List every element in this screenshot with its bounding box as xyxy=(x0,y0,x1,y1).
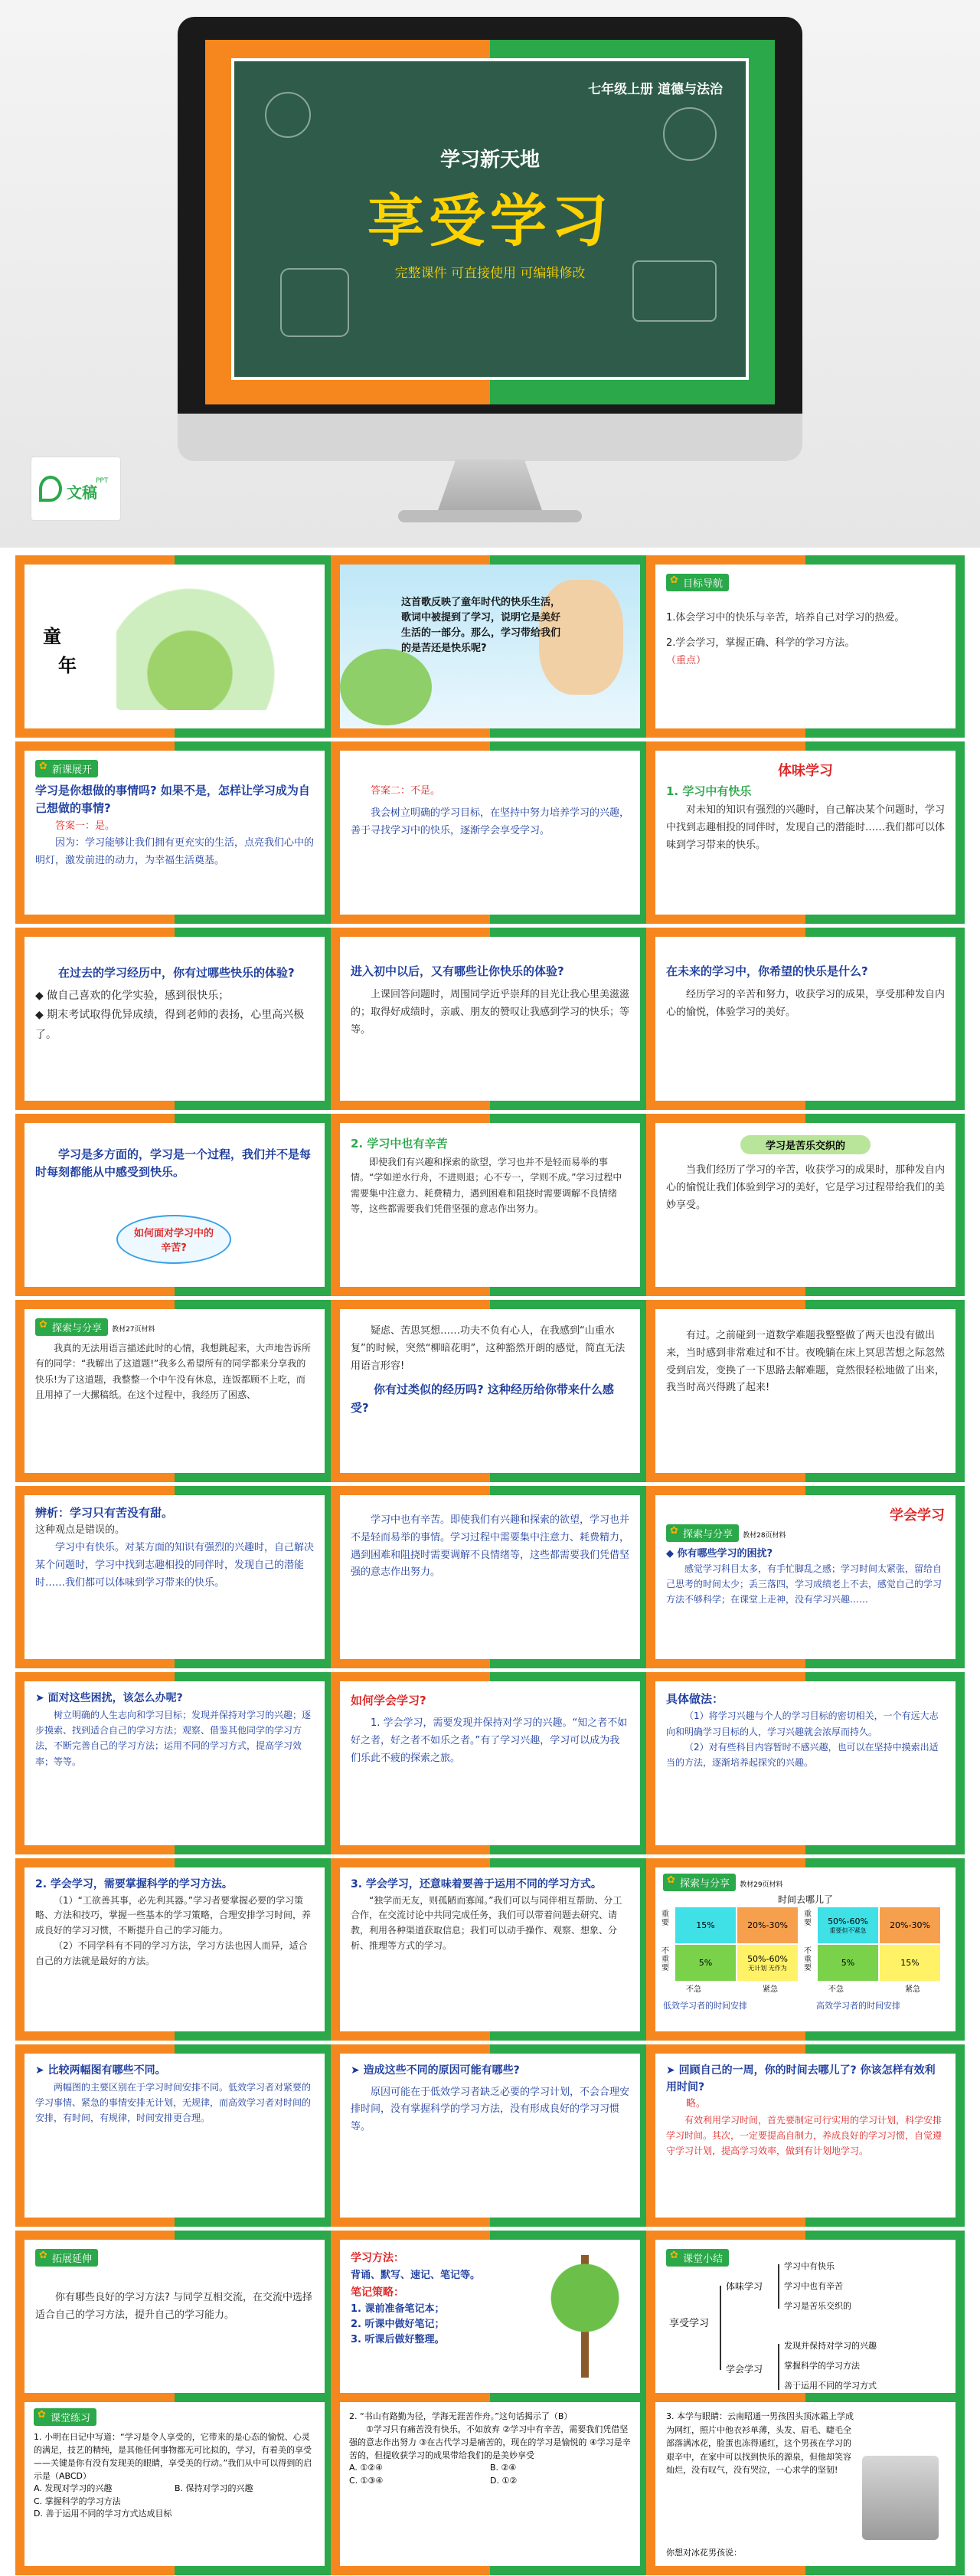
s31-option-a: A. 发现对学习的兴趣 xyxy=(34,2483,113,2494)
slide-thumb-22[interactable] xyxy=(15,1858,334,2041)
s30-bracket-2 xyxy=(778,2344,779,2390)
left-ylabel-bottom: 不重要 xyxy=(662,1947,669,1972)
s4-answer: 答案一：是。 xyxy=(55,820,116,832)
slide-thumb-4[interactable] xyxy=(15,741,334,924)
s29-line-3: 3. 听课后做好整理。 xyxy=(351,2334,445,2346)
s12-text: 当我们经历了学习的辛苦，收获学习的成果时，那种发自内心的愉悦让我们体验到学习的美好，它是学习过程带给我们的美妙享受。 xyxy=(666,1164,946,1211)
right-xlabel-left: 不急 xyxy=(828,1985,844,1994)
s30-branch-1: 体味学习 xyxy=(726,2281,763,2292)
chalkboard xyxy=(231,58,749,380)
s29-line-2: 2. 听课中做好笔记； xyxy=(351,2319,445,2331)
s11-text: 即使我们有兴趣和探索的欲望，学习也并不是轻而易举的事情。“学如逆水行舟，不进则退；心不专一，学则不成。”学习过程中需要集中注意力、耗费精力，遇到困难和阻挠时需要调解不良情绪等，这些都需要我们凭借坚强的意志作出努力。 xyxy=(351,1157,622,1215)
s33-question: 你想对冰花男孩说： xyxy=(666,2548,742,2558)
childhood-label-1: 童 xyxy=(43,626,61,647)
song-text: 这首歌反映了童年时代的快乐生活，歌词中被提到了学习，说明它是美好生活的一部分。那么，学习带给我们的是苦还是快乐呢? xyxy=(401,597,561,655)
s22-point-2: （2）不同学科有不同的学习方法，学习方法也因人而异，适合自己的方法就是最好的方法。 xyxy=(35,1940,308,1966)
logo-text: 文稿 xyxy=(67,483,97,502)
s6-section: 体味学习 xyxy=(778,763,833,779)
s31-header: ✿ 课堂练习 xyxy=(34,2408,96,2426)
s14-question: 你有过类似的经历吗? 这种经历给你带来什么感受? xyxy=(351,1383,614,1415)
s21-point-1: （1）将学习兴趣与个人的学习目标的密切相关，一个有远大志向和明确学习目标的人，学习兴趣就会浓厚而持久。 xyxy=(666,1710,939,1737)
slide-thumb-9[interactable] xyxy=(646,928,965,1110)
left-matrix xyxy=(675,1907,798,1981)
monitor-stand xyxy=(436,460,544,515)
s13-text: 我真的无法用语言描述此时的心情，我想跳起来，大声地告诉所有的同学：“我解出了这道题!”我多么希望所有的同学都来分享我的快乐!为了这道题，我整整一个中午没有休息，连饭都顾不上吃，而且用掉了一大摞稿纸。在这个过程中，我经历了困惑、 xyxy=(35,1343,312,1401)
s11-subtitle: 2. 学习中也有辛苦 xyxy=(351,1137,448,1151)
s10-text: 学习是多方面的，学习是一个过程，我们并不是每时每刻都能从中感受到快乐。 xyxy=(35,1147,312,1180)
s22-question: 2. 学会学习，需要掌握科学的学习方法。 xyxy=(35,1878,233,1890)
s27-question: 回顾自己的一周，你的时间去哪儿了? 你该怎样有效利用时间? xyxy=(666,2064,936,2093)
s5-text: 我会树立明确的学习目标，在坚持中努力培养学习的兴趣，善于寻找学习中的快乐，逐渐学会享受学习。 xyxy=(351,807,630,836)
s22-point-1: （1）“工欲善其事，必先利其器。”学习者要掌握必要的学习策略、方法和技巧，掌握一些基本的学习策略，合理安排学习时间，养成良好的学习习惯，不断提升自己的学习能力。 xyxy=(35,1894,312,1936)
slide-thumb-33[interactable] xyxy=(646,2393,965,2575)
slide-thumb-5[interactable] xyxy=(331,741,649,924)
s18-header: ✿ 探索与分享 xyxy=(666,1524,739,1542)
s19-question: 面对这些困扰，该怎么办呢? xyxy=(47,1692,183,1704)
s29-value-1: 背诵、默写、速记、笔记等。 xyxy=(351,2269,481,2281)
s16-text: 学习中有快乐。对某方面的知识有强烈的兴趣时，自己解决某个问题时，学习中找到志趣相投的同伴时，发现自己的潜能时……我们都可以体味到学习带来的快乐。 xyxy=(35,1542,315,1589)
s27-text: 有效利用学习时间，首先要制定可行实用的学习计划，科学安排学习时间。其次，一定要提高自制力，养成良好的学习习惯，自觉遵守学习计划，提高学习效率，做到有计划地学习。 xyxy=(666,2115,942,2156)
logo-small-text: PPT xyxy=(96,477,109,485)
s10-bubble: 如何面对学习中的辛苦? xyxy=(116,1215,231,1264)
left-cell-minor-urgent xyxy=(737,1945,798,1981)
slide-thumb-24[interactable] xyxy=(646,1858,965,2041)
left-cell-minor-not-urgent: 5% xyxy=(675,1945,736,1981)
diamond-bullet-icon: ◆ xyxy=(35,1009,47,1022)
s18-question: 你有哪些学习的困扰? xyxy=(677,1548,773,1560)
s6-subtitle: 1. 学习中有快乐 xyxy=(666,784,752,798)
s28-text: 你有哪些良好的学习方法? 与同学互相交流，在交流中选择适合自己的学习方法，提升自己的学习能力。 xyxy=(35,2292,313,2321)
s30-branch-2: 学会学习 xyxy=(726,2364,763,2375)
s24-header: ✿ 探索与分享 xyxy=(663,1874,736,1891)
slide-thumb-16[interactable] xyxy=(15,1486,334,1668)
s29-line-1: 1. 课前准备笔记本； xyxy=(351,2303,445,2316)
slide-thumb-30[interactable] xyxy=(646,2231,965,2413)
s9-question: 在未来的学习中，你希望的快乐是什么? xyxy=(666,964,868,978)
right-cell-minor-not-urgent: 5% xyxy=(818,1945,878,1981)
s29-title-2: 笔记策略： xyxy=(351,2286,404,2299)
left-caption: 低效学习者的时间安排 xyxy=(663,2001,747,2011)
s30-header: ✿ 课堂小结 xyxy=(666,2249,729,2267)
right-caption: 高效学习者的时间安排 xyxy=(816,2001,900,2011)
s30-leaf-2a: 发现并保持对学习的兴趣 xyxy=(784,2341,877,2351)
slide-thumb-23[interactable] xyxy=(331,1858,649,2041)
left-xlabel-left: 不急 xyxy=(686,1985,701,1994)
right-xlabel-right: 紧急 xyxy=(905,1985,920,1994)
slide-thumb-2[interactable] xyxy=(331,555,649,738)
s32-option-c: C. ①③④ xyxy=(349,2475,384,2486)
slide-thumb-26[interactable] xyxy=(331,2044,649,2227)
cover-title: 享受学习 xyxy=(368,188,612,254)
s27-answer: 略。 xyxy=(686,2098,707,2110)
s19-text: 树立明确的人生志向和学习目标；发现并保持对学习的兴趣；逐步摸索、找到适合自己的学习方法；观察、借鉴其他同学的学习方法，不断完善自己的学习方法；运用不同的学习方式，提高学习效率；等等。 xyxy=(35,1709,312,1767)
s20-question: 如何学会学习? xyxy=(351,1694,426,1707)
s30-root: 享受学习 xyxy=(669,2318,710,2329)
s31-question: 1. 小明在日记中写道：“学习是令人享受的，它带来的是心态的愉悦、心灵的满足，技艺的精纯，是其他任何事物都无可比拟的，学习，有着美的享受——关键是你有没有发现美的眼睛，享受美的行动。”我们从中可以得到的启示是（ABCD） xyxy=(34,2432,312,2482)
slide-thumb-8[interactable] xyxy=(331,928,649,1110)
s31-option-c: C. 掌握科学的学习方法 xyxy=(34,2496,121,2506)
s31-option-d: D. 善于运用不同的学习方式达成目标 xyxy=(34,2509,172,2519)
slide-thumb-32[interactable] xyxy=(331,2393,649,2575)
left-ylabel-top: 重要 xyxy=(662,1910,669,1927)
goals-header: ✿ 目标导航 xyxy=(666,574,729,591)
s7-bullet-2: 期末考试取得优异成绩，得到老师的表扬，心里高兴极了。 xyxy=(35,1009,305,1041)
slide-thumb-12[interactable] xyxy=(646,1114,965,1296)
s21-point-2: （2）对有些科目内容暂时不感兴趣，也可以在坚持中摸索出适当的方法，逐渐培养起探究的兴趣。 xyxy=(666,1742,939,1769)
s16-sub: 这种观点是错误的。 xyxy=(35,1524,126,1537)
s24-title: 时间去哪儿了 xyxy=(777,1894,833,1905)
child-illustration xyxy=(116,588,300,710)
s30-bracket-1 xyxy=(778,2264,779,2309)
slide-thumb-31[interactable] xyxy=(15,2393,334,2575)
s28-header: ✿ 拓展延伸 xyxy=(35,2249,98,2267)
slide-thumb-17[interactable] xyxy=(331,1486,649,1668)
childhood-label-2: 年 xyxy=(58,655,77,676)
s14-text: 疑虑、苦思冥想……功夫不负有心人，在我感到“山重水复”的时候，突然“柳暗花明”，这种豁然开朗的感觉，简直无法用语言形容! xyxy=(351,1325,626,1372)
s8-text: 上课回答问题时，周围同学近乎崇拜的目光让我心里美滋滋的；取得好成绩时，亲戚、朋友的赞叹让我感到学习的快乐；等等。 xyxy=(351,989,630,1036)
s30-leaf-2c: 善于运用不同的学习方式 xyxy=(784,2381,877,2391)
s18-section: 学会学习 xyxy=(890,1507,945,1524)
slide-thumb-6[interactable] xyxy=(646,741,965,924)
left-cell-minor-urgent-note: 无计划 无作为 xyxy=(748,1964,787,1972)
left-xlabel-right: 紧急 xyxy=(763,1985,778,1994)
right-ylabel-top: 重要 xyxy=(804,1910,812,1927)
s21-question: 具体做法： xyxy=(666,1692,724,1706)
s13-note: 教材27页材料 xyxy=(112,1326,155,1334)
globe-doodle-icon xyxy=(265,92,311,138)
s23-question: 3. 学会学习，还意味着要善于运用不同的学习方式。 xyxy=(351,1878,602,1890)
s20-text: 1. 学会学习，需要发现并保持对学习的兴趣。“知之者不如好之者，好之者不如乐之者。”有了学习兴趣，学习可以成为我们乐此不疲的探索之旅。 xyxy=(351,1717,628,1764)
right-cell-important-urgent: 20%-30% xyxy=(880,1907,940,1943)
slide-thumb-7[interactable] xyxy=(15,928,334,1110)
s18-bullet-icon: ◆ xyxy=(666,1548,678,1560)
s15-text: 有过。之前碰到一道数学难题我整整做了两天也没有做出来，当时感到非常难过和不甘。夜晚躺在床上冥思苦想之际忽然受到启发，变换了一下思路去解难题，竟然很轻松地做了出来，我当时高兴得跳了起来! xyxy=(666,1330,946,1394)
cover-tagline: 完整课件 可直接使用 可编辑修改 xyxy=(394,266,586,281)
brand-logo[interactable] xyxy=(31,457,121,521)
hero-banner xyxy=(0,0,980,548)
slide-thumb-10[interactable] xyxy=(15,1114,334,1296)
s26-text: 原因可能在于低效学习者缺乏必要的学习计划，不会合理安排时间，没有掌握科学的学习方法，没有形成良好的学习习惯等。 xyxy=(351,2086,630,2133)
s29-title-1: 学习方法： xyxy=(351,2252,404,2264)
s8-question: 进入初中以后，又有哪些让你快乐的体验? xyxy=(351,964,564,978)
diamond-bullet-icon: ◆ xyxy=(35,990,47,1003)
s26-question: 造成这些不同的原因可能有哪些? xyxy=(363,2064,520,2077)
ice-boy-photo xyxy=(862,2456,939,2540)
s17-text: 学习中也有辛苦。即使我们有兴趣和探索的欲望，学习也并不是轻而易举的事情。学习过程中需要集中注意力、耗费精力，遇到困难和阻挠时需要调解不良情绪等，这些都需要我们凭借坚强的意志作出努力。 xyxy=(351,1514,630,1579)
tree-illustration xyxy=(547,2255,623,2378)
s30-leaf-1a: 学习中有快乐 xyxy=(784,2261,835,2271)
slide-thumb-18[interactable] xyxy=(646,1486,965,1668)
right-matrix xyxy=(818,1907,940,1981)
s32-option-d: D. ①② xyxy=(490,2475,518,2486)
arrow-bullet-icon: ➤ xyxy=(35,1692,48,1704)
s16-title: 辨析：学习只有苦没有甜。 xyxy=(35,1506,174,1520)
s12-tag: 学习是苦乐交织的 xyxy=(740,1135,871,1154)
slide-thumb-19[interactable] xyxy=(15,1672,334,1854)
grass-illustration xyxy=(340,649,432,725)
s32-text: ①学习只有痛苦没有快乐，不如放弃 ②学习中有辛苦，需要我们凭借坚强的意志作出努力 ③在古代学习是痛苦的，现在的学习是愉悦的 ④学习是辛苦的，但提收获学习的成果带给我们的是美妙享受 xyxy=(349,2424,631,2461)
s31-option-b: B. 保持对学习的兴趣 xyxy=(175,2483,253,2494)
s30-leaf-2b: 掌握科学的学习方法 xyxy=(784,2361,860,2371)
arrow-bullet-icon: ➤ xyxy=(351,2064,364,2077)
slide-thumb-3[interactable] xyxy=(646,555,965,738)
s30-leaf-1b: 学习中也有辛苦 xyxy=(784,2281,843,2291)
grade-label: 七年级上册 道德与法治 xyxy=(588,82,723,97)
goal-1: 1.体会学习中的快乐与辛苦，培养自己对学习的热爱。 xyxy=(666,612,905,624)
left-cell-important-not-urgent: 15% xyxy=(675,1907,736,1943)
slide-thumb-13[interactable] xyxy=(15,1300,334,1482)
slide-thumb-11[interactable] xyxy=(331,1114,649,1296)
s30-leaf-1c: 学习是苦乐交织的 xyxy=(784,2301,851,2311)
s25-text: 两幅图的主要区别在于学习时间安排不同。低效学习者对紧要的学习事情、紧急的事情安排无计划，无规律，而高效学习者对时间的安排，有时间，有规律，时间安排更合理。 xyxy=(35,2081,312,2124)
s18-text: 感觉学习科目太多，有手忙脚乱之感；学习时间太紧张，留给自己思考的时间太少；丢三落四，学习成绩老上不去，感觉自己的学习方法不够科学；在课堂上走神，没有学习兴趣…… xyxy=(666,1563,942,1605)
goal-key: （重点） xyxy=(666,654,707,666)
leaf-icon xyxy=(39,476,62,502)
slide-thumb-29[interactable] xyxy=(331,2231,649,2413)
slide-thumb-27[interactable] xyxy=(646,2044,965,2227)
monitor-base xyxy=(398,510,582,522)
new-lesson-header: ✿ 新课展开 xyxy=(35,760,98,777)
s9-text: 经历学习的辛苦和努力，收获学习的成果，享受那种发自内心的愉悦，体验学习的美好。 xyxy=(666,989,946,1018)
s23-text: “独学而无友，则孤陋而寡闻。”我们可以与同伴相互帮助、分工合作，在交流讨论中共同完成任务，我们可以带着问题去研究、请教，利用各种渠道获取信息；我们可以动手操作、观察、想象、分析、推理等方式的学习。 xyxy=(351,1894,622,1952)
s33-text: 3. 本学与眼睛：云南昭通一男孩因头顶冰霜上学成为网红，照片中他衣衫单薄，头发、眉毛、睫毛全部落满冰花，脸蛋也冻得通红，这个男孩在学习的艰辛中，在家中可以找到快乐的源泉，但他却笑容灿烂，没有叹气，没有哭泣，一心求学的坚韧! xyxy=(666,2411,854,2476)
s13-header: ✿ 探索与分享 xyxy=(35,1318,108,1336)
goal-2: 2.学会学习，掌握正确、科学的学习方法。 xyxy=(666,637,855,649)
slide-thumb-15[interactable] xyxy=(646,1300,965,1482)
right-cell-minor-urgent: 15% xyxy=(880,1945,940,1981)
s32-question: 2. “书山有路勤为径，学海无涯苦作舟。”这句话揭示了（B） xyxy=(349,2411,573,2421)
s5-answer: 答案二：不是。 xyxy=(371,785,441,797)
right-cell-important-not-urgent-value: 50%-60% xyxy=(828,1916,868,1926)
slide-thumb-14[interactable] xyxy=(331,1300,649,1482)
cover-subtitle: 学习新天地 xyxy=(439,149,540,172)
slide-thumb-28[interactable] xyxy=(15,2231,334,2413)
right-ylabel-bottom: 不重要 xyxy=(804,1947,812,1972)
left-cell-important-urgent: 20%-30% xyxy=(737,1907,798,1943)
s4-question: 学习是你想做的事情吗? 如果不是，怎样让学习成为自己想做的事情? xyxy=(35,784,310,816)
s18-note: 教材28页材料 xyxy=(743,1532,786,1540)
slide-thumb-1[interactable] xyxy=(15,555,334,738)
slide-thumb-20[interactable] xyxy=(331,1672,649,1854)
arrow-bullet-icon: ➤ xyxy=(35,2064,48,2077)
s7-bullet-1: 做自己喜欢的化学实验，感到很快乐； xyxy=(47,990,230,1003)
s25-question: 比较两幅图有哪些不同。 xyxy=(47,2064,166,2077)
right-cell-important-not-urgent-note: 重要但不紧急 xyxy=(829,1926,867,1934)
slide-thumb-25[interactable] xyxy=(15,2044,334,2227)
s24-note: 教材29页材料 xyxy=(740,1881,783,1889)
right-cell-important-not-urgent xyxy=(818,1907,878,1943)
s7-question: 在过去的学习经历中，你有过哪些快乐的体验? xyxy=(58,966,295,980)
left-cell-minor-urgent-value: 50%-60% xyxy=(747,1953,788,1964)
s6-text: 对未知的知识有强烈的兴趣时，自己解决某个问题时，学习中找到志趣相投的同伴时，发现自己的潜能时……我们都可以体味到学习带来的快乐。 xyxy=(666,804,946,851)
monitor-chin xyxy=(178,414,802,461)
arrow-bullet-icon: ➤ xyxy=(666,2064,679,2077)
s32-option-b: B. ②④ xyxy=(490,2463,517,2473)
s32-option-a: A. ①②④ xyxy=(349,2463,383,2473)
s4-reason: 因为：学习能够让我们拥有更充实的生活，点亮我们心中的明灯，激发前进的动力，为幸福生活奠基。 xyxy=(35,837,315,866)
s30-bracket-root xyxy=(720,2286,721,2370)
slide-thumb-21[interactable] xyxy=(646,1672,965,1854)
